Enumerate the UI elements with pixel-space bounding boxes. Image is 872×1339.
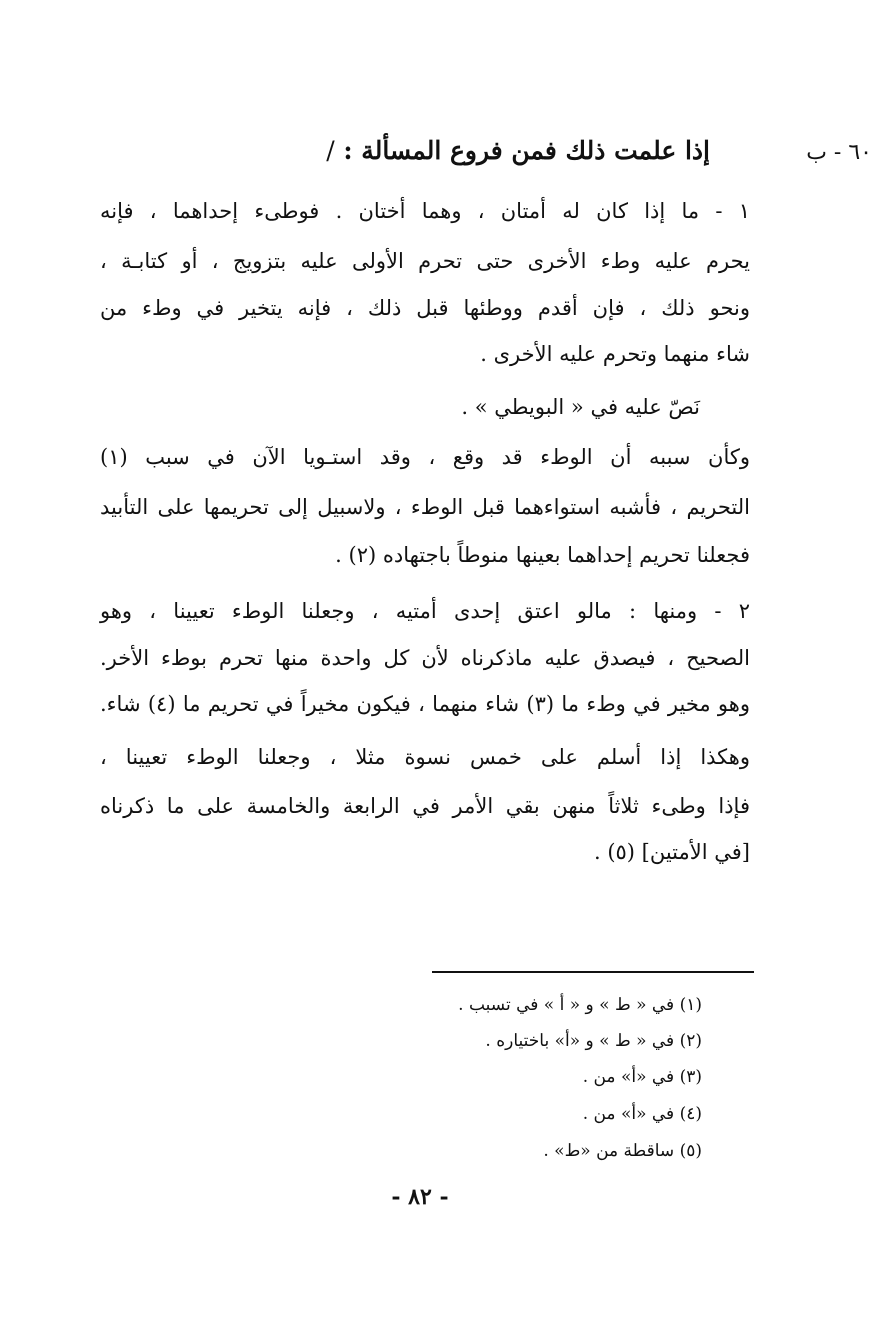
heading-mark: / — [326, 136, 335, 165]
body-line: الصحيح ، فيصدق عليه ماذكرناه لأن كل واحدة منها تحرم بوطء الأخر. — [100, 646, 750, 670]
body-line: ٢ - ومنها : مالو اعتق إحدى أمتيه ، وجعلنا الوطء تعيينا ، وهو — [100, 599, 750, 623]
heading-text: إذا علمت ذلك فمن فروع المسألة : — [343, 136, 710, 165]
body-line: يحرم عليه وطء الأخرى حتى تحرم الأولى عليه بتزويج ، أو كتابـة ، — [100, 249, 750, 273]
body-line: فجعلنا تحريم إحداهما بعينها منوطاً باجتهاده (٢) . — [335, 543, 750, 567]
page-number: - ٨٢ - — [391, 1184, 449, 1210]
body-line: فإذا وطىء ثلاثاً منهن بقي الأمر في الرابعة والخامسة على ما ذكرناه — [100, 794, 750, 818]
body-line: [في الأمتين] (٥) . — [593, 840, 750, 864]
footnote: (١) في « ط » و « أ » في تسبب . — [458, 995, 702, 1015]
body-line: شاء منهما وتحرم عليه الأخرى . — [480, 342, 750, 366]
body-line: وكأن سببه أن الوطء قد وقع ، وقد استـويا الآن في سبب (١) — [100, 445, 750, 469]
body-line: وهو مخير في وطء ما (٣) شاء منهما ، فيكون مخيراً في تحريم ما (٤) شاء. — [100, 692, 750, 716]
footnote: (٤) في «أ» من . — [582, 1104, 702, 1124]
section-heading — [326, 136, 710, 165]
body-line: نَصّ عليه في « البويطي » . — [461, 395, 700, 419]
body-line: ١ - ما إذا كان له أمتان ، وهما أختان . فوطىء إحداهما ، فإنه — [100, 199, 750, 223]
body-line: وهكذا إذا أسلم على خمس نسوة مثلا ، وجعلنا الوطء تعيينا ، — [100, 745, 750, 769]
footnote-separator — [432, 971, 754, 973]
body-line: التحريم ، فأشبه استواءهما قبل الوطء ، ولاسبيل إلى تحريمها على التأبيد — [100, 495, 750, 519]
margin-folio-reference: ٦٠ - ب — [806, 140, 872, 165]
footnote: (٢) في « ط » و «أ» باختياره . — [485, 1031, 702, 1051]
body-line: ونحو ذلك ، فإن أقدم ووطئها قبل ذلك ، فإنه يتخير في وطء من — [100, 296, 750, 320]
footnote: (٣) في «أ» من . — [582, 1067, 702, 1087]
footnote: (٥) ساقطة من «ط» . — [543, 1141, 702, 1161]
